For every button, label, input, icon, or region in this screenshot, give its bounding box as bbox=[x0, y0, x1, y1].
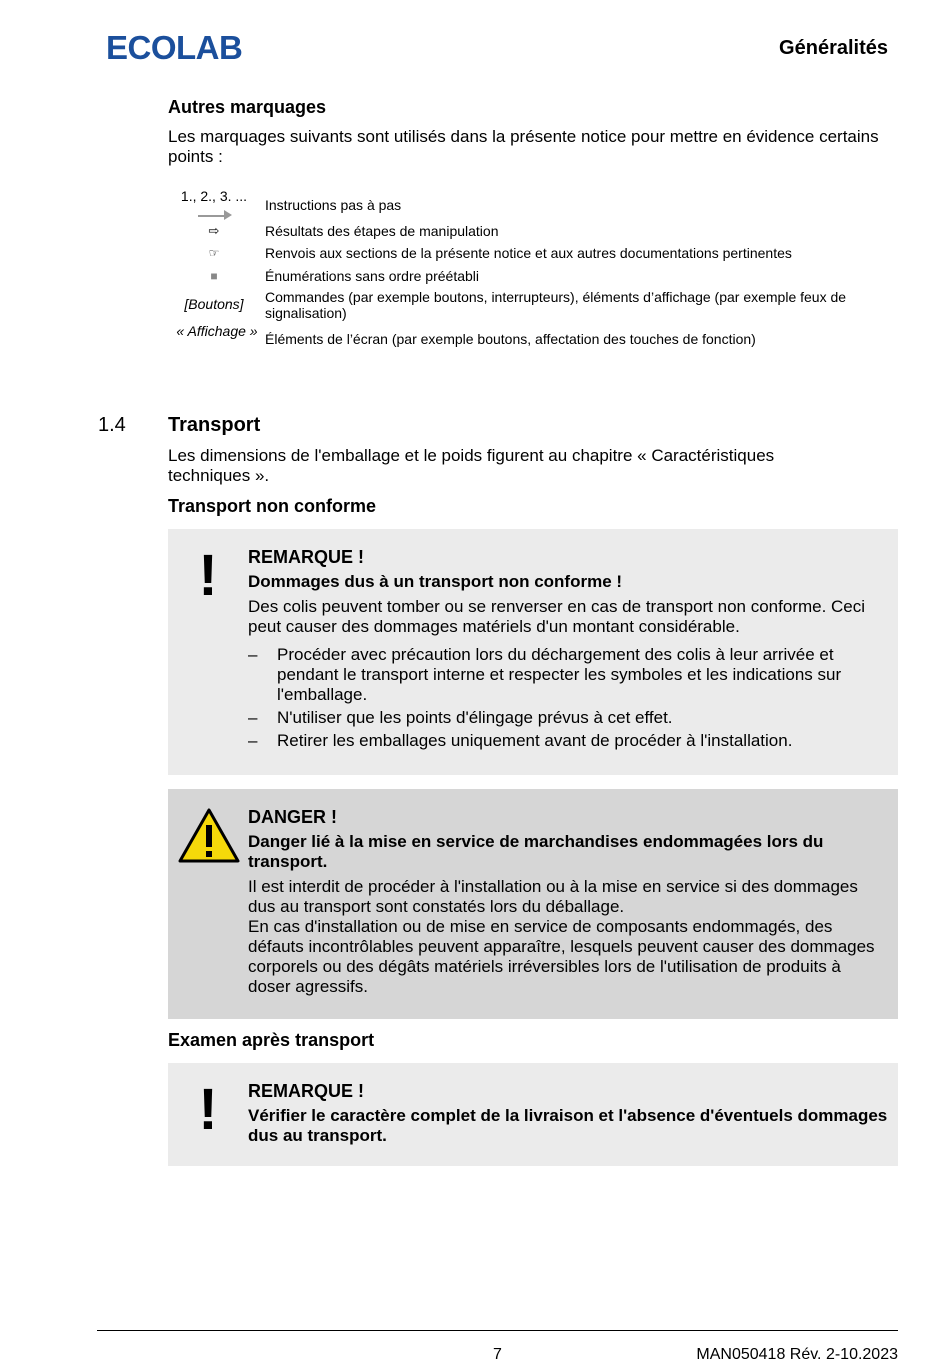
list-item: – Retirer les emballages uniquement avant de procéder à l'installation. bbox=[248, 731, 793, 750]
transport-intro: Les dimensions de l'emballage et le poids figurent au chapitre « Caractéristiques techniques ». bbox=[168, 446, 775, 485]
danger-box bbox=[168, 789, 898, 1019]
notice-subtitle: Dommages dus à un transport non conforme ! bbox=[248, 572, 623, 591]
hollow-arrow-icon: ⇨ bbox=[208, 223, 220, 238]
page-number: 7 bbox=[493, 1346, 502, 1363]
ecolab-logo bbox=[106, 30, 256, 64]
marking-text: Renvois aux sections de la présente notice et aux autres documentations pertinentes bbox=[265, 245, 792, 261]
section-title: Transport bbox=[168, 414, 261, 436]
warning-triangle-icon bbox=[178, 808, 240, 869]
notice-bullet-list bbox=[248, 645, 888, 751]
notice-title: REMARQUE ! bbox=[248, 547, 364, 567]
exclamation-icon: ! bbox=[198, 543, 218, 608]
marking-text: Énumérations sans ordre préétabli bbox=[265, 268, 480, 284]
subheading-improper-transport: Transport non conforme bbox=[168, 496, 377, 516]
marking-text: Instructions pas à pas bbox=[265, 197, 402, 213]
danger-text: En cas d'installation ou de mise en service de composants endommagés, des défauts incontrôlables peuvent apparaître, lesquels peuvent causer des dommages corporels ou des dégâts matériels irréversibles lors de l'utilisation de produits à doser agressifs. bbox=[248, 917, 875, 996]
marking-row-steps bbox=[168, 188, 908, 224]
pointing-hand-icon: ☞ bbox=[208, 246, 220, 260]
footer-divider bbox=[97, 1330, 898, 1331]
list-item: – Procéder avec précaution lors du déchargement des colis à leur arrivée et pendant le transport interne et respecter les symboles et les indications sur l'emballage. bbox=[248, 645, 842, 704]
list-item: – N'utiliser que les points d'élingage prévus à cet effet. bbox=[248, 708, 673, 727]
danger-subtitle: Danger lié à la mise en service de marchandises endommagées lors du transport. bbox=[248, 832, 824, 871]
marking-row-display bbox=[168, 323, 908, 357]
chapter-title: Généralités bbox=[779, 37, 888, 59]
notice-box bbox=[168, 1063, 898, 1166]
marking-symbol: 1., 2., 3. ... bbox=[180, 188, 248, 204]
markings-intro: Les marquages suivants sont utilisés dans la présente notice pour mettre en évidence certains points : bbox=[168, 127, 879, 166]
marking-symbol: [Boutons] bbox=[184, 296, 244, 312]
notice-box bbox=[168, 529, 898, 775]
marking-text: Résultats des étapes de manipulation bbox=[265, 223, 499, 239]
notice-title: REMARQUE ! bbox=[248, 1081, 364, 1101]
danger-text: Il est interdit de procéder à l'installation ou à la mise en service si des dommages dus au transport sont constatés lors du déballage. bbox=[248, 877, 858, 916]
square-bullet-icon: ■ bbox=[210, 269, 218, 283]
exclamation-icon: ! bbox=[198, 1077, 218, 1142]
danger-title: DANGER ! bbox=[248, 807, 337, 827]
subheading-inspection: Examen après transport bbox=[168, 1030, 375, 1050]
marking-text: Éléments de l’écran (par exemple boutons, affectation des touches de fonction) bbox=[265, 331, 756, 347]
markings-heading: Autres marquages bbox=[168, 97, 327, 117]
notice-text: Des colis peuvent tomber ou se renverser en cas de transport non conforme. Ceci peut causer des dommages matériels d'un montant considérable. bbox=[248, 597, 866, 636]
section-number: 1.4 bbox=[98, 414, 126, 436]
marking-symbol: « Affichage » bbox=[176, 323, 258, 339]
svg-text:ECOLAB: ECOLAB bbox=[106, 30, 243, 64]
arrow-right-icon bbox=[198, 206, 234, 223]
marking-text: Commandes (par exemple boutons, interrupteurs), éléments d’affichage (par exemple feux de signalisation) bbox=[265, 289, 847, 321]
document-reference: MAN050418 Rév. 2-10.2023 bbox=[696, 1346, 898, 1363]
marking-row-buttons bbox=[168, 289, 908, 323]
notice-subtitle: Vérifier le caractère complet de la livraison et l'absence d'éventuels dommages dus au transport. bbox=[248, 1106, 888, 1145]
